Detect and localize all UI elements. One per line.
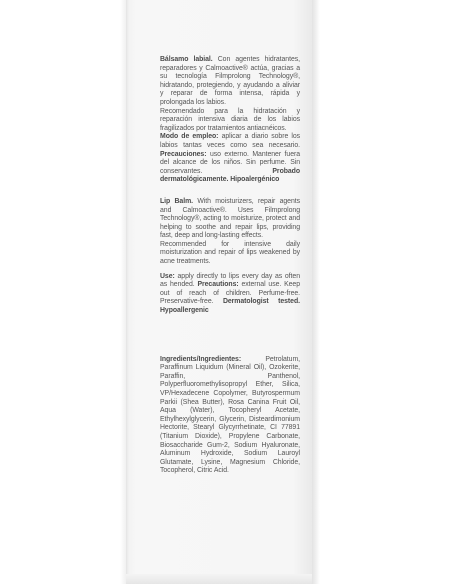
spanish-title: Bálsamo labial. [160, 56, 213, 63]
label-text-panel [160, 56, 300, 476]
ingredients-list: Ingredients/Ingredientes: Petrolatum, Paraffinum Liquidum (Mineral Oil), Ozokerite, Paraffin, Panthenol, Polyperfluoromethylisopropyl Ether, Silica, VP/Hexadecene Copolymer, Butyrospermum Parkii (Shea Butter), Rosa Canina Fruit Oil, Aqua (Water), Tocopheryl Acetate, Ethylhexylglycerin, Glycerin, Disteardimonium Hectorite, Stearyl Glycyrrhetinate, CI 77891 (Titanium Dioxide), Propylene Carbonate, Biosaccharide Gum-2, Sodium Hyaluronate, Aluminum Hydroxide, Sodium Lauroyl Glutamate, Lysine, Magnesium Chloride, Tocopherol, Citric Acid. [160, 355, 300, 475]
spanish-section [160, 56, 300, 185]
spanish-usage: Modo de empleo: aplicar a diario sobre los labios tantas veces como sea necesario. Precauciones: uso externo. Mantener fuera del alcance de los niños. Sin perfume. Sin conservantes. Probado dermatológicamente. Hipoalergénico [160, 133, 301, 184]
english-section [160, 198, 300, 316]
english-title: Lip Balm. [160, 197, 194, 205]
ingredients-label: Ingredients/Ingredientes: [160, 355, 242, 363]
spanish-description: Bálsamo labial. Con agentes hidratantes, reparadores y Calmoactive® actúa, gracias a su tecnología Filmprolong Technology®, hidratando, protegiendo, y ayudando a aliviar y reparar de forma intensa, rápida y prolongada los labios. [160, 56, 300, 106]
english-usage: Use: apply directly to lips every day as often as hended. Precautions: external use. Keep out of reach of children. Perfume-free. Preservative-free. Dermatologist tested. Hypoallergenic [160, 272, 300, 315]
box-edge-right [312, 0, 320, 584]
english-recommendation: Recommended for intensive daily moisturization and repair of lips weakened by acne treatments. [160, 240, 300, 266]
box-bottom-edge [126, 574, 312, 584]
english-description: Lip Balm. With moisturizers, repair agents and Calmoactive®. Uses Filmprolong Technology®, acting to moisturize, protect and helping to soothe and repair lips, providing fast, deep and long-lasting effects. [160, 197, 300, 240]
ingredients-section [160, 356, 300, 476]
spanish-recommendation: Recomendado para la hidratación y reparación intensiva diaria de los labios fragilizados por tratamientos antiacnéicos. [160, 107, 300, 132]
